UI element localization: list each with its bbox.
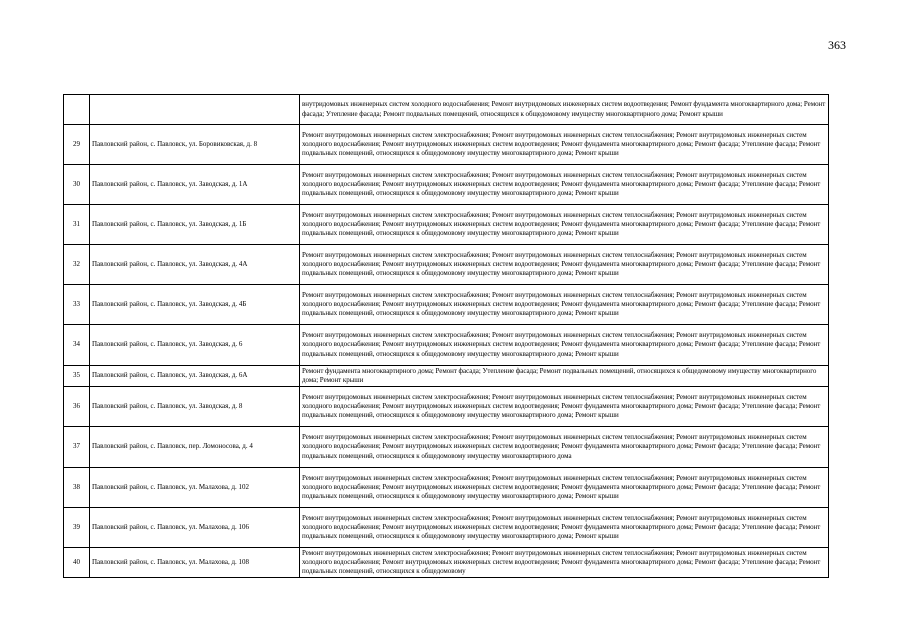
table-row (64, 165, 829, 205)
works-cell: Ремонт внутридомовых инженерных систем электроснабжения; Ремонт внутридомовых инженерных систем теплоснабжения; Ремонт внутридомовых инженерных систем холодного водоснабжения; Ремонт внутридомовых инженерных систем водоотведения; Ремонт фундамента многоквартирного дома; Ремонт фасада; Утепление фасада; Ремонт подвальных помещений, относящихся к общедомовому имуществу многоквартирного дома; Ремонт крыши (300, 468, 829, 508)
table-row (64, 508, 829, 548)
address-cell: Павловский район, с. Павловск, ул. Малахова, д. 106 (90, 508, 300, 548)
works-cell: Ремонт внутридомовых инженерных систем электроснабжения; Ремонт внутридомовых инженерных систем теплоснабжения; Ремонт внутридомовых инженерных систем холодного водоснабжения; Ремонт внутридомовых инженерных систем водоотведения; Ремонт фундамента многоквартирного дома; Ремонт фасада; Утепление фасада; Ремонт подвальных помещений, относящихся к общедомовому имуществу многоквартирного дома; Ремонт крыши (300, 125, 829, 165)
table-body (64, 95, 829, 578)
table-row (64, 468, 829, 508)
works-cell: внутридомовых инженерных систем холодного водоснабжения; Ремонт внутридомовых инженерных систем водоотведения; Ремонт фундамента многоквартирного дома; Ремонт фасада; Утепление фасада; Ремонт подвальных помещений, относящихся к общедомовому имуществу многоквартирного дома; Ремонт крыши (300, 95, 829, 125)
address-cell: Павловский район, с. Павловск, ул. Заводская, д. 1Б (90, 205, 300, 245)
works-cell: Ремонт внутридомовых инженерных систем электроснабжения; Ремонт внутридомовых инженерных систем теплоснабжения; Ремонт внутридомовых инженерных систем холодного водоснабжения; Ремонт внутридомовых инженерных систем водоотведения; Ремонт фундамента многоквартирного дома; Ремонт фасада; Утепление фасада; Ремонт подвальных помещений, относящихся к общедомовому имуществу многоквартирного дома; Ремонт крыши (300, 508, 829, 548)
address-cell (90, 95, 300, 125)
row-number-cell: 36 (64, 387, 90, 427)
table-row (64, 548, 829, 578)
works-cell: Ремонт внутридомовых инженерных систем электроснабжения; Ремонт внутридомовых инженерных систем теплоснабжения; Ремонт внутридомовых инженерных систем холодного водоснабжения; Ремонт внутридомовых инженерных систем водоотведения; Ремонт фундамента многоквартирного дома; Ремонт фасада; Утепление фасада; Ремонт подвальных помещений, относящихся к общедомовому имуществу многоквартирного дома; Ремонт крыши (300, 245, 829, 285)
table-row (64, 285, 829, 325)
table-row (64, 205, 829, 245)
row-number-cell: 29 (64, 125, 90, 165)
works-cell: Ремонт внутридомовых инженерных систем электроснабжения; Ремонт внутридомовых инженерных систем теплоснабжения; Ремонт внутридомовых инженерных систем холодного водоснабжения; Ремонт внутридомовых инженерных систем водоотведения; Ремонт фундамента многоквартирного дома; Ремонт фасада; Утепление фасада; Ремонт подвальных помещений, относящихся к общедомовому имуществу многоквартирного дома; Ремонт крыши (300, 165, 829, 205)
row-number-cell: 39 (64, 508, 90, 548)
works-cell: Ремонт внутридомовых инженерных систем электроснабжения; Ремонт внутридомовых инженерных систем теплоснабжения; Ремонт внутридомовых инженерных систем холодного водоснабжения; Ремонт внутридомовых инженерных систем водоотведения; Ремонт фундамента многоквартирного дома; Ремонт фасада; Утепление фасада; Ремонт подвальных помещений, относящихся к общедомовому имуществу многоквартирного дома; Ремонт крыши (300, 325, 829, 366)
works-cell: Ремонт внутридомовых инженерных систем электроснабжения; Ремонт внутридомовых инженерных систем теплоснабжения; Ремонт внутридомовых инженерных систем холодного водоснабжения; Ремонт внутридомовых инженерных систем водоотведения; Ремонт фундамента многоквартирного дома; Ремонт фасада; Утепление фасада; Ремонт подвальных помещений, относящихся к общедомовому имуществу многоквартирного дома; Ремонт крыши (300, 205, 829, 245)
address-cell: Павловский район, с. Павловск, ул. Боровиковская, д. 8 (90, 125, 300, 165)
table-row (64, 245, 829, 285)
address-cell: Павловский район, с. Павловск, ул. Малахова, д. 102 (90, 468, 300, 508)
works-cell: Ремонт внутридомовых инженерных систем электроснабжения; Ремонт внутридомовых инженерных систем теплоснабжения; Ремонт внутридомовых инженерных систем холодного водоснабжения; Ремонт внутридомовых инженерных систем водоотведения; Ремонт фундамента многоквартирного дома; Ремонт фасада; Утепление фасада; Ремонт подвальных помещений, относящихся к общедомовому (300, 548, 829, 578)
address-cell: Павловский район, с. Павловск, ул. Заводская, д. 1А (90, 165, 300, 205)
address-cell: Павловский район, с. Павловск, пер. Ломоносова, д. 4 (90, 427, 300, 468)
row-number-cell: 33 (64, 285, 90, 325)
address-cell: Павловский район, с. Павловск, ул. Заводская, д. 6 (90, 325, 300, 366)
works-cell: Ремонт внутридомовых инженерных систем электроснабжения; Ремонт внутридомовых инженерных систем теплоснабжения; Ремонт внутридомовых инженерных систем холодного водоснабжения; Ремонт внутридомовых инженерных систем водоотведения; Ремонт фундамента многоквартирного дома; Ремонт фасада; Утепление фасада; Ремонт подвальных помещений, относящихся к общедомовому имуществу многоквартирного дома; Ремонт крыши (300, 285, 829, 325)
row-number-cell (64, 95, 90, 125)
address-cell: Павловский район, с. Павловск, ул. Заводская, д. 6А (90, 366, 300, 387)
table-row (64, 366, 829, 387)
row-number-cell: 38 (64, 468, 90, 508)
row-number-cell: 35 (64, 366, 90, 387)
table-row (64, 125, 829, 165)
row-number-cell: 37 (64, 427, 90, 468)
row-number-cell: 40 (64, 548, 90, 578)
row-number-cell: 30 (64, 165, 90, 205)
works-cell: Ремонт фундамента многоквартирного дома; Ремонт фасада; Утепление фасада; Ремонт подвальных помещений, относящихся к общедомовому имуществу многоквартирного дома; Ремонт крыши (300, 366, 829, 387)
address-cell: Павловский район, с. Павловск, ул. Малахова, д. 108 (90, 548, 300, 578)
table-row (64, 325, 829, 366)
row-number-cell: 32 (64, 245, 90, 285)
works-cell: Ремонт внутридомовых инженерных систем электроснабжения; Ремонт внутридомовых инженерных систем теплоснабжения; Ремонт внутридомовых инженерных систем холодного водоснабжения; Ремонт внутридомовых инженерных систем водоотведения; Ремонт фундамента многоквартирного дома; Ремонт фасада; Утепление фасада; Ремонт подвальных помещений, относящихся к общедомовому имуществу многоквартирного дома (300, 427, 829, 468)
page-number: 363 (828, 38, 846, 52)
table-row (64, 427, 829, 468)
table-row (64, 387, 829, 427)
table-row (64, 95, 829, 125)
address-cell: Павловский район, с. Павловск, ул. Заводская, д. 4А (90, 245, 300, 285)
address-cell: Павловский район, с. Павловск, ул. Заводская, д. 8 (90, 387, 300, 427)
row-number-cell: 31 (64, 205, 90, 245)
works-registry-table (63, 94, 829, 578)
works-cell: Ремонт внутридомовых инженерных систем электроснабжения; Ремонт внутридомовых инженерных систем теплоснабжения; Ремонт внутридомовых инженерных систем холодного водоснабжения; Ремонт внутридомовых инженерных систем водоотведения; Ремонт фундамента многоквартирного дома; Ремонт фасада; Утепление фасада; Ремонт подвальных помещений, относящихся к общедомовому имуществу многоквартирного дома; Ремонт крыши (300, 387, 829, 427)
address-cell: Павловский район, с. Павловск, ул. Заводская, д. 4Б (90, 285, 300, 325)
row-number-cell: 34 (64, 325, 90, 366)
